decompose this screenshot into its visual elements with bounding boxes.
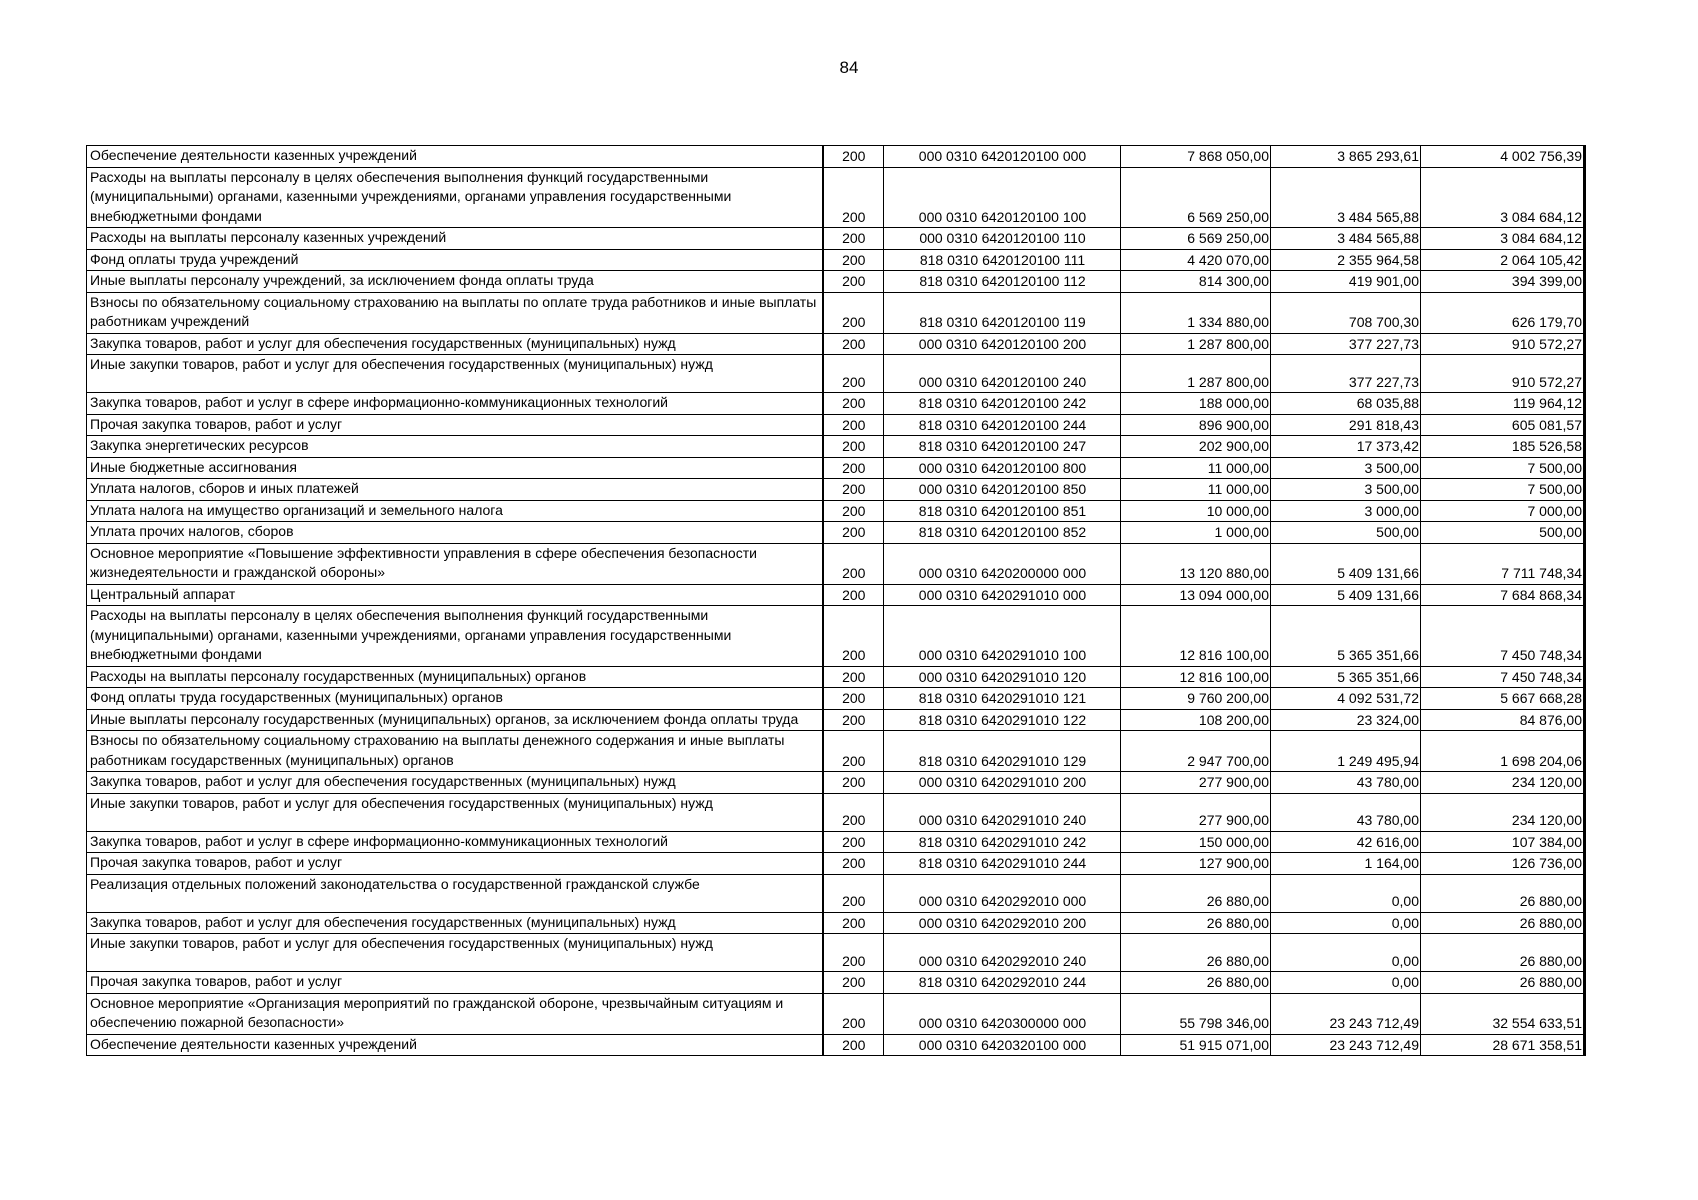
row-executed-cell: 43 780,00 — [1271, 793, 1421, 831]
table-row — [87, 436, 1585, 458]
table-row — [87, 606, 1585, 667]
table-row — [87, 355, 1585, 393]
row-executed-cell: 5 409 131,66 — [1271, 584, 1421, 606]
row-remaining-cell: 500,00 — [1421, 522, 1585, 544]
row-remaining-cell: 84 876,00 — [1421, 709, 1585, 731]
table-row — [87, 146, 1585, 168]
row-code-cell: 200 — [823, 993, 884, 1034]
row-name-cell: Закупка товаров, работ и услуг для обеспечения государственных (муниципальных) нужд — [87, 333, 823, 355]
table-row — [87, 709, 1585, 731]
table-row — [87, 731, 1585, 772]
row-name-cell: Расходы на выплаты персоналу в целях обеспечения выполнения функций государственными (муниципальными) органами, казенными учреждениями, органами управления государственными внебюджетными фондами — [87, 606, 823, 667]
row-executed-cell: 23 324,00 — [1271, 709, 1421, 731]
row-approved-cell: 12 816 100,00 — [1121, 666, 1271, 688]
row-name-cell: Закупка энергетических ресурсов — [87, 436, 823, 458]
row-remaining-cell: 7 711 748,34 — [1421, 543, 1585, 584]
row-remaining-cell: 3 084 684,12 — [1421, 167, 1585, 228]
row-remaining-cell: 3 084 684,12 — [1421, 228, 1585, 250]
table-row — [87, 271, 1585, 293]
table-row — [87, 543, 1585, 584]
row-approved-cell: 10 000,00 — [1121, 500, 1271, 522]
row-kbk-cell: 000 0310 6420120100 000 — [884, 146, 1121, 168]
row-name-cell: Иные выплаты персоналу учреждений, за исключением фонда оплаты труда — [87, 271, 823, 293]
row-approved-cell: 896 900,00 — [1121, 414, 1271, 436]
row-executed-cell: 43 780,00 — [1271, 772, 1421, 794]
budget-table-body — [87, 146, 1585, 1056]
row-remaining-cell: 26 880,00 — [1421, 934, 1585, 972]
row-kbk-cell: 818 0310 6420291010 129 — [884, 731, 1121, 772]
row-kbk-cell: 000 0310 6420120100 100 — [884, 167, 1121, 228]
row-approved-cell: 26 880,00 — [1121, 874, 1271, 912]
row-name-cell: Взносы по обязательному социальному страхованию на выплаты денежного содержания и иные выплаты работникам государственных (муниципальных) органов — [87, 731, 823, 772]
row-remaining-cell: 107 384,00 — [1421, 831, 1585, 853]
table-row — [87, 1034, 1585, 1056]
row-name-cell: Иные закупки товаров, работ и услуг для обеспечения государственных (муниципальных) нужд — [87, 934, 823, 972]
row-code-cell: 200 — [823, 146, 884, 168]
row-executed-cell: 68 035,88 — [1271, 393, 1421, 415]
row-kbk-cell: 818 0310 6420120100 852 — [884, 522, 1121, 544]
row-executed-cell: 3 500,00 — [1271, 479, 1421, 501]
table-row — [87, 912, 1585, 934]
row-name-cell: Иные закупки товаров, работ и услуг для обеспечения государственных (муниципальных) нужд — [87, 355, 823, 393]
row-executed-cell: 3 484 565,88 — [1271, 167, 1421, 228]
row-code-cell: 200 — [823, 709, 884, 731]
row-executed-cell: 5 365 351,66 — [1271, 606, 1421, 667]
row-remaining-cell: 7 450 748,34 — [1421, 666, 1585, 688]
row-executed-cell: 3 484 565,88 — [1271, 228, 1421, 250]
row-executed-cell: 419 901,00 — [1271, 271, 1421, 293]
row-remaining-cell: 4 002 756,39 — [1421, 146, 1585, 168]
row-kbk-cell: 000 0310 6420120100 240 — [884, 355, 1121, 393]
row-kbk-cell: 818 0310 6420120100 111 — [884, 249, 1121, 271]
row-approved-cell: 150 000,00 — [1121, 831, 1271, 853]
row-remaining-cell: 26 880,00 — [1421, 972, 1585, 994]
row-approved-cell: 26 880,00 — [1121, 972, 1271, 994]
row-kbk-cell: 000 0310 6420200000 000 — [884, 543, 1121, 584]
row-code-cell: 200 — [823, 414, 884, 436]
table-row — [87, 972, 1585, 994]
row-executed-cell: 23 243 712,49 — [1271, 1034, 1421, 1056]
row-remaining-cell: 1 698 204,06 — [1421, 731, 1585, 772]
row-code-cell: 200 — [823, 853, 884, 875]
row-remaining-cell: 394 399,00 — [1421, 271, 1585, 293]
row-approved-cell: 277 900,00 — [1121, 772, 1271, 794]
row-code-cell: 200 — [823, 167, 884, 228]
row-remaining-cell: 28 671 358,51 — [1421, 1034, 1585, 1056]
row-name-cell: Закупка товаров, работ и услуг для обеспечения государственных (муниципальных) нужд — [87, 772, 823, 794]
table-row — [87, 167, 1585, 228]
row-kbk-cell: 000 0310 6420291010 200 — [884, 772, 1121, 794]
row-kbk-cell: 818 0310 6420120100 851 — [884, 500, 1121, 522]
row-approved-cell: 188 000,00 — [1121, 393, 1271, 415]
row-remaining-cell: 7 500,00 — [1421, 479, 1585, 501]
row-code-cell: 200 — [823, 271, 884, 293]
row-executed-cell: 708 700,30 — [1271, 292, 1421, 333]
row-executed-cell: 1 164,00 — [1271, 853, 1421, 875]
row-kbk-cell: 818 0310 6420120100 247 — [884, 436, 1121, 458]
row-name-cell: Расходы на выплаты персоналу казенных учреждений — [87, 228, 823, 250]
row-kbk-cell: 000 0310 6420120100 200 — [884, 333, 1121, 355]
row-name-cell: Основное мероприятие «Повышение эффективности управления в сфере обеспечения безопасности жизнедеятельности и гражданской обороны» — [87, 543, 823, 584]
row-code-cell: 200 — [823, 355, 884, 393]
row-approved-cell: 1 287 800,00 — [1121, 333, 1271, 355]
row-kbk-cell: 818 0310 6420120100 112 — [884, 271, 1121, 293]
row-kbk-cell: 000 0310 6420291010 240 — [884, 793, 1121, 831]
row-name-cell: Уплата прочих налогов, сборов — [87, 522, 823, 544]
row-approved-cell: 13 120 880,00 — [1121, 543, 1271, 584]
row-kbk-cell: 818 0310 6420292010 244 — [884, 972, 1121, 994]
table-row — [87, 479, 1585, 501]
page-number: 84 — [839, 58, 859, 77]
row-kbk-cell: 818 0310 6420291010 242 — [884, 831, 1121, 853]
row-executed-cell: 377 227,73 — [1271, 333, 1421, 355]
row-approved-cell: 814 300,00 — [1121, 271, 1271, 293]
row-executed-cell: 4 092 531,72 — [1271, 688, 1421, 710]
row-remaining-cell: 119 964,12 — [1421, 393, 1585, 415]
row-name-cell: Прочая закупка товаров, работ и услуг — [87, 414, 823, 436]
row-approved-cell: 6 569 250,00 — [1121, 228, 1271, 250]
row-approved-cell: 1 000,00 — [1121, 522, 1271, 544]
row-code-cell: 200 — [823, 731, 884, 772]
row-code-cell: 200 — [823, 584, 884, 606]
row-approved-cell: 26 880,00 — [1121, 912, 1271, 934]
row-code-cell: 200 — [823, 436, 884, 458]
row-name-cell: Иные закупки товаров, работ и услуг для обеспечения государственных (муниципальных) нужд — [87, 793, 823, 831]
table-row — [87, 831, 1585, 853]
row-approved-cell: 4 420 070,00 — [1121, 249, 1271, 271]
row-executed-cell: 1 249 495,94 — [1271, 731, 1421, 772]
row-approved-cell: 11 000,00 — [1121, 479, 1271, 501]
row-remaining-cell: 7 684 868,34 — [1421, 584, 1585, 606]
row-approved-cell: 6 569 250,00 — [1121, 167, 1271, 228]
row-code-cell: 200 — [823, 333, 884, 355]
row-remaining-cell: 185 526,58 — [1421, 436, 1585, 458]
row-code-cell: 200 — [823, 522, 884, 544]
row-kbk-cell: 000 0310 6420120100 850 — [884, 479, 1121, 501]
row-approved-cell: 26 880,00 — [1121, 934, 1271, 972]
row-name-cell: Иные выплаты персоналу государственных (муниципальных) органов, за исключением фонда оплаты труда — [87, 709, 823, 731]
row-executed-cell: 5 365 351,66 — [1271, 666, 1421, 688]
row-name-cell: Фонд оплаты труда государственных (муниципальных) органов — [87, 688, 823, 710]
row-remaining-cell: 126 736,00 — [1421, 853, 1585, 875]
row-executed-cell: 0,00 — [1271, 934, 1421, 972]
row-kbk-cell: 818 0310 6420120100 119 — [884, 292, 1121, 333]
row-executed-cell: 3 000,00 — [1271, 500, 1421, 522]
table-row — [87, 772, 1585, 794]
row-approved-cell: 9 760 200,00 — [1121, 688, 1271, 710]
row-approved-cell: 12 816 100,00 — [1121, 606, 1271, 667]
row-kbk-cell: 818 0310 6420291010 122 — [884, 709, 1121, 731]
row-kbk-cell: 000 0310 6420291010 100 — [884, 606, 1121, 667]
row-name-cell: Закупка товаров, работ и услуг для обеспечения государственных (муниципальных) нужд — [87, 912, 823, 934]
row-executed-cell: 0,00 — [1271, 874, 1421, 912]
row-approved-cell: 127 900,00 — [1121, 853, 1271, 875]
row-kbk-cell: 000 0310 6420300000 000 — [884, 993, 1121, 1034]
row-code-cell: 200 — [823, 772, 884, 794]
row-remaining-cell: 605 081,57 — [1421, 414, 1585, 436]
row-code-cell: 200 — [823, 457, 884, 479]
row-remaining-cell: 7 500,00 — [1421, 457, 1585, 479]
row-code-cell: 200 — [823, 249, 884, 271]
table-row — [87, 500, 1585, 522]
row-kbk-cell: 000 0310 6420120100 800 — [884, 457, 1121, 479]
row-executed-cell: 0,00 — [1271, 972, 1421, 994]
row-remaining-cell: 910 572,27 — [1421, 333, 1585, 355]
row-kbk-cell: 818 0310 6420120100 242 — [884, 393, 1121, 415]
row-code-cell: 200 — [823, 292, 884, 333]
row-name-cell: Иные бюджетные ассигнования — [87, 457, 823, 479]
table-row — [87, 688, 1585, 710]
row-remaining-cell: 7 000,00 — [1421, 500, 1585, 522]
row-kbk-cell: 000 0310 6420292010 200 — [884, 912, 1121, 934]
row-code-cell: 200 — [823, 688, 884, 710]
row-approved-cell: 11 000,00 — [1121, 457, 1271, 479]
row-code-cell: 200 — [823, 666, 884, 688]
row-code-cell: 200 — [823, 228, 884, 250]
row-approved-cell: 1 334 880,00 — [1121, 292, 1271, 333]
table-row — [87, 993, 1585, 1034]
row-code-cell: 200 — [823, 831, 884, 853]
row-remaining-cell: 234 120,00 — [1421, 793, 1585, 831]
row-code-cell: 200 — [823, 393, 884, 415]
row-kbk-cell: 818 0310 6420291010 121 — [884, 688, 1121, 710]
row-remaining-cell: 910 572,27 — [1421, 355, 1585, 393]
row-executed-cell: 377 227,73 — [1271, 355, 1421, 393]
row-remaining-cell: 234 120,00 — [1421, 772, 1585, 794]
table-row — [87, 249, 1585, 271]
row-code-cell: 200 — [823, 972, 884, 994]
row-approved-cell: 108 200,00 — [1121, 709, 1271, 731]
row-remaining-cell: 26 880,00 — [1421, 874, 1585, 912]
row-name-cell: Реализация отдельных положений законодательства о государственной гражданской службе — [87, 874, 823, 912]
row-name-cell: Фонд оплаты труда учреждений — [87, 249, 823, 271]
row-code-cell: 200 — [823, 1034, 884, 1056]
row-name-cell: Расходы на выплаты персоналу государственных (муниципальных) органов — [87, 666, 823, 688]
row-approved-cell: 55 798 346,00 — [1121, 993, 1271, 1034]
row-name-cell: Обеспечение деятельности казенных учреждений — [87, 146, 823, 168]
row-code-cell: 200 — [823, 912, 884, 934]
row-code-cell: 200 — [823, 934, 884, 972]
row-name-cell: Взносы по обязательному социальному страхованию на выплаты по оплате труда работников и иные выплаты работникам учреждений — [87, 292, 823, 333]
table-row — [87, 793, 1585, 831]
row-executed-cell: 23 243 712,49 — [1271, 993, 1421, 1034]
row-kbk-cell: 818 0310 6420291010 244 — [884, 853, 1121, 875]
table-row — [87, 853, 1585, 875]
row-name-cell: Прочая закупка товаров, работ и услуг — [87, 853, 823, 875]
row-executed-cell: 42 616,00 — [1271, 831, 1421, 853]
row-approved-cell: 51 915 071,00 — [1121, 1034, 1271, 1056]
row-remaining-cell: 7 450 748,34 — [1421, 606, 1585, 667]
row-executed-cell: 17 373,42 — [1271, 436, 1421, 458]
row-executed-cell: 3 500,00 — [1271, 457, 1421, 479]
row-code-cell: 200 — [823, 793, 884, 831]
row-kbk-cell: 000 0310 6420292010 240 — [884, 934, 1121, 972]
table-row — [87, 292, 1585, 333]
row-code-cell: 200 — [823, 543, 884, 584]
row-kbk-cell: 000 0310 6420292010 000 — [884, 874, 1121, 912]
table-row — [87, 228, 1585, 250]
row-kbk-cell: 000 0310 6420291010 000 — [884, 584, 1121, 606]
table-row — [87, 666, 1585, 688]
row-remaining-cell: 2 064 105,42 — [1421, 249, 1585, 271]
row-name-cell: Центральный аппарат — [87, 584, 823, 606]
row-name-cell: Основное мероприятие «Организация мероприятий по гражданской обороне, чрезвычайным ситуациям и обеспечению пожарной безопасности» — [87, 993, 823, 1034]
table-row — [87, 333, 1585, 355]
row-name-cell: Уплата налогов, сборов и иных платежей — [87, 479, 823, 501]
row-name-cell: Обеспечение деятельности казенных учреждений — [87, 1034, 823, 1056]
row-code-cell: 200 — [823, 606, 884, 667]
row-name-cell: Прочая закупка товаров, работ и услуг — [87, 972, 823, 994]
table-row — [87, 584, 1585, 606]
table-row — [87, 934, 1585, 972]
row-remaining-cell: 5 667 668,28 — [1421, 688, 1585, 710]
row-executed-cell: 2 355 964,58 — [1271, 249, 1421, 271]
row-code-cell: 200 — [823, 874, 884, 912]
row-executed-cell: 291 818,43 — [1271, 414, 1421, 436]
row-code-cell: 200 — [823, 479, 884, 501]
row-code-cell: 200 — [823, 500, 884, 522]
row-approved-cell: 277 900,00 — [1121, 793, 1271, 831]
row-kbk-cell: 000 0310 6420120100 110 — [884, 228, 1121, 250]
row-executed-cell: 500,00 — [1271, 522, 1421, 544]
row-remaining-cell: 26 880,00 — [1421, 912, 1585, 934]
row-remaining-cell: 32 554 633,51 — [1421, 993, 1585, 1034]
table-row — [87, 457, 1585, 479]
table-row — [87, 874, 1585, 912]
row-name-cell: Закупка товаров, работ и услуг в сфере информационно-коммуникационных технологий — [87, 831, 823, 853]
row-executed-cell: 0,00 — [1271, 912, 1421, 934]
row-kbk-cell: 000 0310 6420320100 000 — [884, 1034, 1121, 1056]
row-name-cell: Расходы на выплаты персоналу в целях обеспечения выполнения функций государственными (муниципальными) органами, казенными учреждениями, органами управления государственными внебюджетными фондами — [87, 167, 823, 228]
budget-table — [86, 145, 1586, 1056]
budget-table-wrapper — [86, 145, 1584, 1056]
row-remaining-cell: 626 179,70 — [1421, 292, 1585, 333]
row-approved-cell: 7 868 050,00 — [1121, 146, 1271, 168]
row-kbk-cell: 000 0310 6420291010 120 — [884, 666, 1121, 688]
row-kbk-cell: 818 0310 6420120100 244 — [884, 414, 1121, 436]
row-approved-cell: 202 900,00 — [1121, 436, 1271, 458]
row-executed-cell: 5 409 131,66 — [1271, 543, 1421, 584]
table-row — [87, 393, 1585, 415]
row-approved-cell: 2 947 700,00 — [1121, 731, 1271, 772]
row-approved-cell: 13 094 000,00 — [1121, 584, 1271, 606]
table-row — [87, 414, 1585, 436]
row-approved-cell: 1 287 800,00 — [1121, 355, 1271, 393]
table-row — [87, 522, 1585, 544]
row-name-cell: Уплата налога на имущество организаций и земельного налога — [87, 500, 823, 522]
row-executed-cell: 3 865 293,61 — [1271, 146, 1421, 168]
row-name-cell: Закупка товаров, работ и услуг в сфере информационно-коммуникационных технологий — [87, 393, 823, 415]
